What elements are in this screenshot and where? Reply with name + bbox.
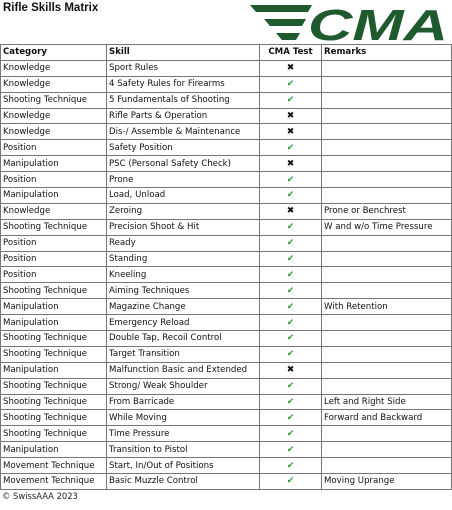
cell-category: Shooting Technique [1, 331, 107, 347]
table-row [1, 426, 452, 442]
table-row [1, 474, 452, 490]
cell-remarks: Prone or Benchrest [322, 203, 452, 219]
cell-category: Shooting Technique [1, 426, 107, 442]
cell-cma-test [260, 203, 322, 219]
cell-category: Manipulation [1, 362, 107, 378]
table-row [1, 362, 452, 378]
header-category: Category [1, 45, 107, 61]
table-row [1, 251, 452, 267]
x-icon: ✖ [286, 126, 295, 137]
cell-cma-test [260, 156, 322, 172]
cell-skill: Zeroing [107, 203, 260, 219]
cell-remarks: W and w/o Time Pressure [322, 219, 452, 235]
table-row [1, 203, 452, 219]
cell-cma-test [260, 283, 322, 299]
cell-category: Knowledge [1, 76, 107, 92]
table-row [1, 60, 452, 76]
cell-cma-test [260, 442, 322, 458]
x-icon: ✖ [286, 365, 295, 376]
cell-remarks: Moving Uprange [322, 474, 452, 490]
x-icon: ✖ [286, 63, 295, 74]
x-icon: ✖ [286, 111, 295, 121]
cell-remarks [322, 378, 452, 394]
cell-remarks [322, 442, 452, 458]
cell-category: Movement Technique [1, 474, 107, 490]
check-icon: ✔ [286, 349, 295, 360]
check-icon: ✔ [286, 269, 295, 280]
cell-skill: Emergency Reload [107, 315, 260, 331]
cell-cma-test [260, 124, 322, 140]
check-icon: ✔ [286, 95, 295, 106]
check-icon: ✔ [286, 428, 295, 439]
cell-category: Shooting Technique [1, 410, 107, 426]
check-icon: ✔ [286, 333, 295, 344]
cell-skill: Strong/ Weak Shoulder [107, 378, 260, 394]
table-body [1, 60, 452, 489]
table-row [1, 140, 452, 156]
cell-skill: PSC (Personal Safety Check) [107, 156, 260, 172]
cell-remarks [322, 331, 452, 347]
cell-skill: Kneeling [107, 267, 260, 283]
cell-category: Manipulation [1, 156, 107, 172]
cell-cma-test [260, 76, 322, 92]
cell-cma-test [260, 108, 322, 124]
check-icon: ✔ [286, 444, 295, 455]
cell-cma-test [260, 299, 322, 315]
table-row [1, 458, 452, 474]
cell-remarks [322, 156, 452, 172]
cell-skill: Double Tap, Recoil Control [107, 331, 260, 347]
table-row [1, 331, 452, 347]
cell-cma-test [260, 378, 322, 394]
cell-category: Shooting Technique [1, 378, 107, 394]
header-skill: Skill [107, 45, 260, 61]
check-icon: ✔ [286, 190, 295, 201]
table-row [1, 442, 452, 458]
cell-category: Knowledge [1, 108, 107, 124]
table-row [1, 219, 452, 235]
check-icon: ✔ [286, 476, 295, 487]
check-icon: ✔ [286, 381, 295, 392]
check-icon: ✔ [286, 412, 295, 423]
cell-remarks [322, 458, 452, 474]
cell-skill: From Barricade [107, 394, 260, 410]
cell-remarks [322, 188, 452, 204]
check-icon: ✔ [286, 238, 295, 249]
cell-skill: Target Transition [107, 346, 260, 362]
cell-remarks [322, 124, 452, 140]
cell-cma-test [260, 60, 322, 76]
check-icon: ✔ [286, 460, 295, 471]
cell-remarks [322, 315, 452, 331]
header-remarks: Remarks [322, 45, 452, 61]
cell-remarks: Forward and Backward [322, 410, 452, 426]
cell-category: Position [1, 251, 107, 267]
cell-category: Manipulation [1, 299, 107, 315]
cell-category: Knowledge [1, 60, 107, 76]
cell-category: Shooting Technique [1, 219, 107, 235]
cell-cma-test [260, 474, 322, 490]
check-icon: ✔ [286, 397, 295, 408]
check-icon: ✔ [286, 254, 295, 265]
x-icon: ✖ [286, 158, 295, 169]
check-icon: ✔ [286, 222, 295, 233]
check-icon: ✔ [286, 174, 295, 185]
cell-category: Knowledge [1, 124, 107, 140]
table-row [1, 410, 452, 426]
cell-remarks: With Retention [322, 299, 452, 315]
cell-category: Manipulation [1, 188, 107, 204]
cell-remarks [322, 362, 452, 378]
cell-skill: Basic Muzzle Control [107, 474, 260, 490]
skills-matrix-table [0, 44, 452, 490]
table-row [1, 188, 452, 204]
table-row [1, 346, 452, 362]
cell-remarks [322, 235, 452, 251]
table-row [1, 76, 452, 92]
page-title: Rifle Skills Matrix [3, 2, 99, 14]
table-row [1, 156, 452, 172]
cell-remarks [322, 283, 452, 299]
check-icon: ✔ [286, 317, 295, 328]
cell-remarks: Left and Right Side [322, 394, 452, 410]
check-icon: ✔ [286, 79, 295, 90]
cell-skill: Load, Unload [107, 188, 260, 204]
cell-cma-test [260, 172, 322, 188]
cell-category: Shooting Technique [1, 346, 107, 362]
check-icon: ✔ [286, 301, 295, 312]
cell-skill: Prone [107, 172, 260, 188]
cell-remarks [322, 108, 452, 124]
cell-cma-test [260, 394, 322, 410]
cell-category: Shooting Technique [1, 394, 107, 410]
table-row [1, 235, 452, 251]
cell-cma-test [260, 458, 322, 474]
cell-skill: Dis-/ Assemble & Maintenance [107, 124, 260, 140]
cell-cma-test [260, 410, 322, 426]
cell-cma-test [260, 251, 322, 267]
table-row [1, 299, 452, 315]
cell-remarks [322, 140, 452, 156]
table-row [1, 108, 452, 124]
cell-remarks [322, 251, 452, 267]
cell-remarks [322, 267, 452, 283]
cell-skill: Transition to Pistol [107, 442, 260, 458]
cell-skill: While Moving [107, 410, 260, 426]
cell-cma-test [260, 362, 322, 378]
cell-category: Position [1, 140, 107, 156]
cell-category: Position [1, 172, 107, 188]
cell-cma-test [260, 331, 322, 347]
x-icon: ✖ [286, 206, 295, 217]
cell-remarks [322, 346, 452, 362]
logo-text: CMA [308, 3, 448, 43]
table-row [1, 92, 452, 108]
cell-skill: Precision Shoot & Hit [107, 219, 260, 235]
cell-skill: Ready [107, 235, 260, 251]
cell-remarks [322, 60, 452, 76]
cell-skill: 4 Safety Rules for Firearms [107, 76, 260, 92]
cell-skill: Time Pressure [107, 426, 260, 442]
cell-cma-test [260, 92, 322, 108]
cell-cma-test [260, 140, 322, 156]
cell-cma-test [260, 346, 322, 362]
cell-category: Knowledge [1, 203, 107, 219]
table-row [1, 394, 452, 410]
cell-skill: Malfunction Basic and Extended [107, 362, 260, 378]
cell-category: Shooting Technique [1, 92, 107, 108]
cell-cma-test [260, 426, 322, 442]
cell-skill: Standing [107, 251, 260, 267]
cell-cma-test [260, 235, 322, 251]
cell-remarks [322, 92, 452, 108]
cell-category: Manipulation [1, 315, 107, 331]
table-row [1, 124, 452, 140]
cell-remarks [322, 426, 452, 442]
header-cma-test: CMA Test [260, 45, 322, 61]
copyright-footer: © SwissAAA 2023 [2, 491, 78, 501]
cell-category: Position [1, 267, 107, 283]
cma-logo [250, 3, 450, 43]
cell-skill: Sport Rules [107, 60, 260, 76]
cell-cma-test [260, 219, 322, 235]
cell-skill: Aiming Techniques [107, 283, 260, 299]
cell-category: Movement Technique [1, 458, 107, 474]
table-row [1, 315, 452, 331]
cell-category: Shooting Technique [1, 283, 107, 299]
check-icon: ✔ [286, 142, 295, 153]
cell-remarks [322, 172, 452, 188]
cell-cma-test [260, 267, 322, 283]
cell-cma-test [260, 188, 322, 204]
cell-category: Manipulation [1, 442, 107, 458]
cell-skill: Safety Position [107, 140, 260, 156]
check-icon: ✔ [286, 285, 295, 296]
cell-skill: Rifle Parts & Operation [107, 108, 260, 124]
cell-skill: Magazine Change [107, 299, 260, 315]
table-header-row [1, 45, 452, 61]
table-row [1, 172, 452, 188]
table-row [1, 378, 452, 394]
cell-skill: Start, In/Out of Positions [107, 458, 260, 474]
cell-skill: 5 Fundamentals of Shooting [107, 92, 260, 108]
table-row [1, 267, 452, 283]
table-row [1, 283, 452, 299]
cell-category: Position [1, 235, 107, 251]
cell-cma-test [260, 315, 322, 331]
cell-remarks [322, 76, 452, 92]
